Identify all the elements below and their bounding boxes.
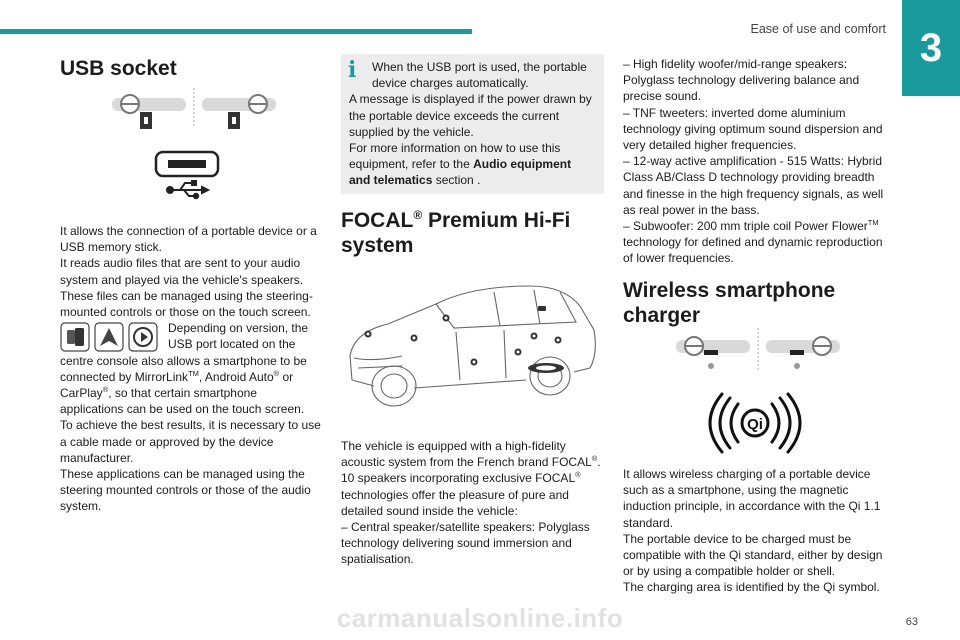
registered-mark: ® [102, 385, 109, 395]
qi-label: Qi [747, 416, 763, 433]
focal-para-1-text: The vehicle is equipped with a high-fidelity acoustic system from the French brand FOCAL [341, 439, 592, 470]
usb-para-4-android: , Android Auto [198, 369, 274, 384]
chapter-number: 3 [902, 0, 960, 96]
usb-para-3: These files can be managed using the steering-mounted controls or those on the touch screen. [60, 288, 313, 320]
focal-para-1-end: . [597, 455, 601, 470]
registered-mark: ® [591, 454, 598, 464]
info-line-3-end: section . [432, 173, 481, 188]
focal-para-2 [341, 470, 604, 519]
wireless-para-3: The charging area is identified by the Qi symbol. [623, 580, 880, 595]
car-speaker-diagram [344, 276, 600, 412]
focal-list-item-2: – High fidelity woofer/mid-range speakers: Polyglass technology delivering balance and precise sound. [623, 57, 860, 104]
focal-list-item-5-text: – Subwoofer: 200 mm triple coil Power Flower [623, 219, 868, 234]
smartphone-apps-block [60, 320, 322, 352]
speaker-markers [365, 306, 565, 373]
info-note-box [341, 54, 604, 194]
page-number: 63 [905, 616, 918, 628]
android-auto-icon [95, 323, 123, 351]
info-reference-bold: Audio equipment and telematics [349, 157, 572, 188]
focal-list-item-5-end: technology for defined and dynamic reproduction of lower frequencies. [623, 235, 883, 266]
focal-heading [341, 208, 604, 258]
wireless-body [623, 466, 889, 596]
trademark-mark: TM [188, 368, 199, 378]
wireless-heading-block [623, 278, 873, 328]
usb-para-1: It allows the connection of a portable device or a USB memory stick. [60, 224, 317, 255]
focal-list-item-1: – Central speaker/satellite speakers: Polyglass technology delivering sound immersion and spatialisation. [341, 520, 590, 567]
focal-heading-rest: Premium Hi-Fi system [341, 209, 571, 257]
lhd-charger-dashboard-icon [676, 337, 750, 369]
registered-mark: ® [575, 470, 581, 480]
info-note-text [349, 59, 595, 189]
usb-para-6: These applications can be managed using the steering mounted controls or those of the audio system. [60, 467, 311, 514]
usb-para-4 [60, 353, 322, 418]
info-line-2: A message is displayed if the power drawn by the portable device exceeds the current supplied by the vehicle. [349, 92, 592, 139]
usb-para-4-end: , so that certain smartphone applications can be used on the touch screen. [60, 386, 305, 417]
info-line-3-text: For more information on how to use this equipment, refer to the [349, 141, 561, 172]
wireless-para-2: The portable device to be charged must be compatible with the Qi standard, either by design or by using a compatible holder or shell. [623, 531, 883, 579]
focal-para-2-end: technologies offer the pleasure of pure and detailed sound inside the vehicle: [341, 487, 569, 518]
suv-outline-icon [350, 286, 595, 406]
info-icon: i [348, 57, 357, 83]
usb-para-4-text: centre console also allows a smartphone to be connected by MirrorLink [60, 353, 307, 384]
header-accent-bar [0, 29, 472, 34]
section-title: Ease of use and comfort [750, 22, 886, 36]
info-line-1: When the USB port is used, the portable device charges automatically. [372, 60, 587, 91]
focal-body [341, 438, 604, 568]
focal-heading-brand: FOCAL [341, 209, 414, 232]
focal-heading-block [341, 208, 604, 258]
usb-body [60, 223, 322, 515]
focal-para-1 [341, 438, 604, 470]
registered-mark: ® [273, 368, 280, 378]
lhd-dashboard-icon [112, 95, 186, 129]
rhd-dashboard-icon [202, 95, 276, 129]
trademark-mark: TM [867, 218, 879, 228]
focal-list-item-3: – TNF tweeters: inverted dome aluminium technology giving optimum sound dispersion and very detailed higher frequencies. [623, 105, 883, 153]
usb-para-5: To achieve the best results, it is necessary to use a cable made or approved by the device manufacturer. [60, 418, 321, 465]
focal-list-item-5 [623, 218, 889, 267]
charger-location-diagram [672, 326, 844, 372]
focal-list-item-4: – 12-way active amplification - 515 Watts: Hybrid Class AB/Class D technology providing breadth and finesse in the high frequency signals, as well as real power in the bass. [623, 154, 884, 217]
wireless-charger-heading: Wireless smartphone charger [623, 279, 836, 327]
usb-location-diagram [108, 86, 280, 130]
usb-para-2: It reads audio files that are sent to your audio system and played via the vehicle's speakers. [60, 256, 304, 287]
usb-para-4-intro: Depending on version, the USB port located on the [168, 321, 309, 352]
usb-port-icon [154, 150, 220, 200]
column-usb [60, 56, 322, 82]
info-line-3 [349, 140, 595, 189]
focal-para-2-text: 10 speakers incorporating exclusive FOCAL [341, 471, 576, 486]
wireless-para-1: It allows wireless charging of a portable device such as a smartphone, using the magnetic induction principle, in accordance with the Qi 1.1 standard. [623, 467, 881, 530]
carplay-icon [129, 323, 157, 351]
focal-list-continued [623, 56, 889, 267]
registered-mark: ® [413, 208, 423, 222]
usb-heading: USB socket [60, 57, 177, 80]
qi-symbol-icon [700, 390, 810, 456]
mirrorlink-icon [61, 323, 89, 351]
usb-para-4-carplay: or CarPlay [60, 369, 294, 401]
smartphone-app-icons [60, 322, 160, 352]
watermark: carmanualsonline.info [336, 603, 624, 633]
rhd-charger-dashboard-icon [766, 337, 840, 369]
usb-symbol-icon [167, 181, 208, 198]
